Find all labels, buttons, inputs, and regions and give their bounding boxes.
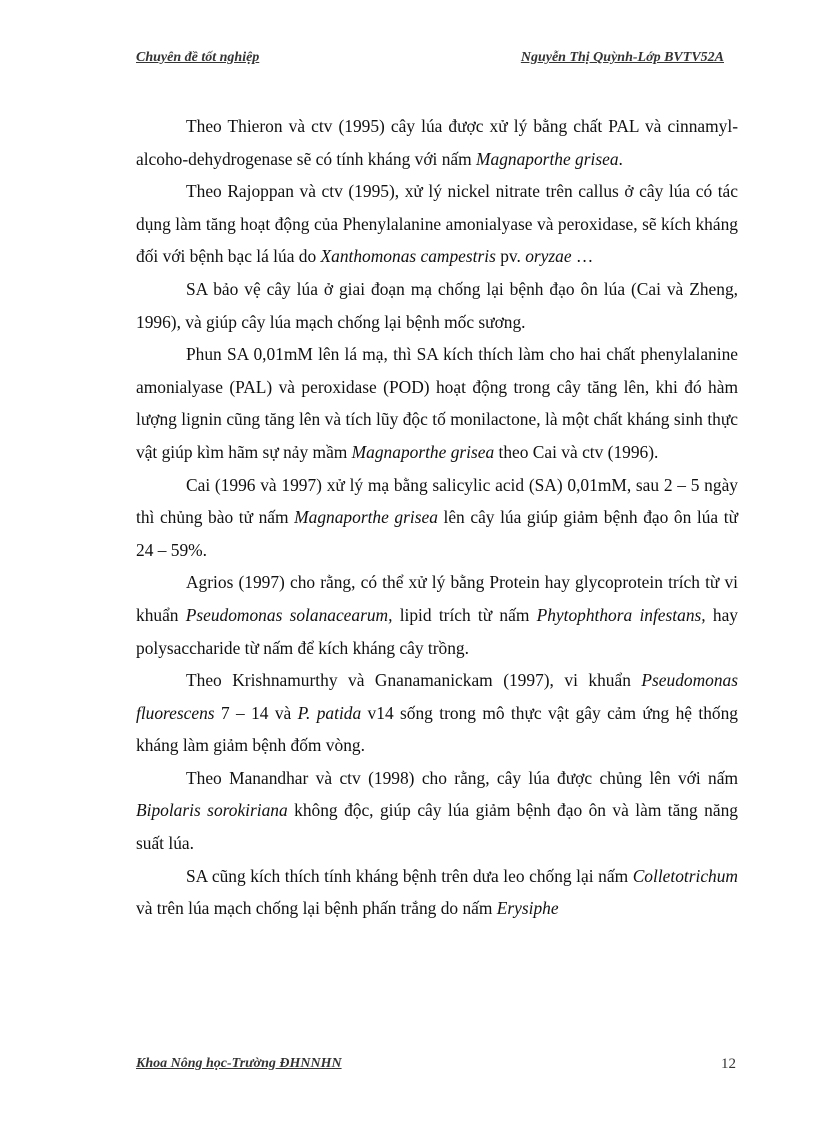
header-right: Nguyễn Thị Quỳnh-Lớp BVTV52A bbox=[520, 50, 724, 65]
text-segment: pv. bbox=[495, 246, 526, 267]
text-segment: và trên lúa mạch chống lại bệnh phấn trắng do nấm bbox=[136, 898, 497, 919]
text-segment: lên cây lúa giúp giảm bệnh đạo ôn lúa từ 24 – 59%. bbox=[136, 507, 738, 560]
text-segment: Theo Thieron và ctv (1995) cây lúa được xử lý bằng chất PAL và cinnamyl-alcoho-dehydrogenase sẽ có tính kháng với nấm bbox=[136, 116, 738, 169]
text-segment: Cai (1996 và 1997) xử lý mạ bằng salicylic acid (SA) 0,01mM, sau 2 – 5 ngày thì chủng bào tử nấm bbox=[136, 474, 738, 528]
text-segment: v14 sống trong mô thực vật gây cảm ứng hệ thống kháng làm giảm bệnh đốm vòng. bbox=[136, 702, 738, 756]
italic-text: Xanthomonas campestris bbox=[320, 246, 496, 267]
italic-text: Phytophthora infestans, bbox=[536, 604, 706, 625]
document-body bbox=[136, 110, 738, 925]
italic-text: Pseudomonas fluorescens bbox=[136, 670, 738, 723]
paragraph bbox=[136, 338, 738, 468]
text-segment: lipid trích từ nấm bbox=[392, 604, 537, 625]
text-segment: theo Cai và ctv (1996). bbox=[494, 441, 659, 462]
footer-left: Khoa Nông học-Trường ĐHNNHN bbox=[136, 1056, 342, 1071]
text-segment: SA bảo vệ cây lúa ở giai đoạn mạ chống lại bệnh đạo ôn lúa (Cai và Zheng, 1996), và giúp cây lúa mạch chống lại bệnh mốc sương. bbox=[136, 278, 738, 332]
text-segment: Theo Manandhar và ctv (1998) cho rằng, cây lúa được chủng lên với nấm bbox=[186, 767, 738, 788]
paragraph bbox=[136, 273, 738, 338]
text-segment: 7 – 14 và bbox=[214, 702, 298, 723]
italic-text: Magnaporthe grisea bbox=[476, 148, 619, 169]
text-segment: Agrios (1997) cho rằng, có thể xử lý bằng Protein hay glycoprotein trích từ vi khuẩn bbox=[136, 572, 738, 625]
page-number: 12 bbox=[721, 1056, 736, 1072]
text-segment: Theo Rajoppan và ctv (1995), xử lý nickel nitrate trên callus ở cây lúa có tác dụng làm tăng hoạt động của Phenylalanine amonialyase và peroxidase, sẽ kích kháng đối với bệnh bạc lá lúa do bbox=[136, 181, 738, 267]
italic-text: P. patida bbox=[297, 702, 362, 723]
text-segment: Theo Krishnamurthy và Gnanamanickam (1997), vi khuẩn bbox=[186, 670, 642, 691]
paragraph bbox=[136, 469, 738, 567]
italic-text: Colletotrichum bbox=[632, 865, 738, 886]
italic-text: Pseudomonas solanacearum, bbox=[185, 604, 393, 625]
text-segment: hay polysaccharide từ nấm để kích kháng cây trồng. bbox=[136, 604, 738, 658]
paragraph bbox=[136, 566, 738, 664]
paragraph bbox=[136, 664, 738, 762]
italic-text: Magnaporthe grisea bbox=[294, 507, 438, 528]
italic-text: Magnaporthe grisea bbox=[351, 441, 495, 462]
italic-text: Erysiphe bbox=[496, 898, 559, 919]
paragraph bbox=[136, 762, 738, 860]
text-segment: SA cũng kích thích tính kháng bệnh trên dưa leo chống lại nấm bbox=[186, 865, 633, 886]
header-left: Chuyên đề tốt nghiệp bbox=[136, 50, 260, 65]
text-segment: … bbox=[571, 246, 594, 267]
paragraph bbox=[136, 860, 738, 925]
text-segment: không độc, giúp cây lúa giảm bệnh đạo ôn và làm tăng năng suất lúa. bbox=[136, 800, 738, 854]
italic-text: Bipolaris sorokiriana bbox=[136, 800, 288, 821]
text-segment: Phun SA 0,01mM lên lá mạ, thì SA kích thích làm cho hai chất phenylalanine amonialyase (PAL) và peroxidase (POD) hoạt động trong cây tăng lên, khi đó hàm lượng lignin cũng tăng lên và tích lũy độc tố monilactone, là một chất kháng sinh thực vật giúp kìm hãm sự nảy mầm bbox=[136, 344, 738, 462]
paragraph bbox=[136, 110, 738, 175]
paragraph bbox=[136, 175, 738, 273]
italic-text: oryzae bbox=[525, 246, 572, 267]
text-segment: . bbox=[618, 148, 623, 169]
